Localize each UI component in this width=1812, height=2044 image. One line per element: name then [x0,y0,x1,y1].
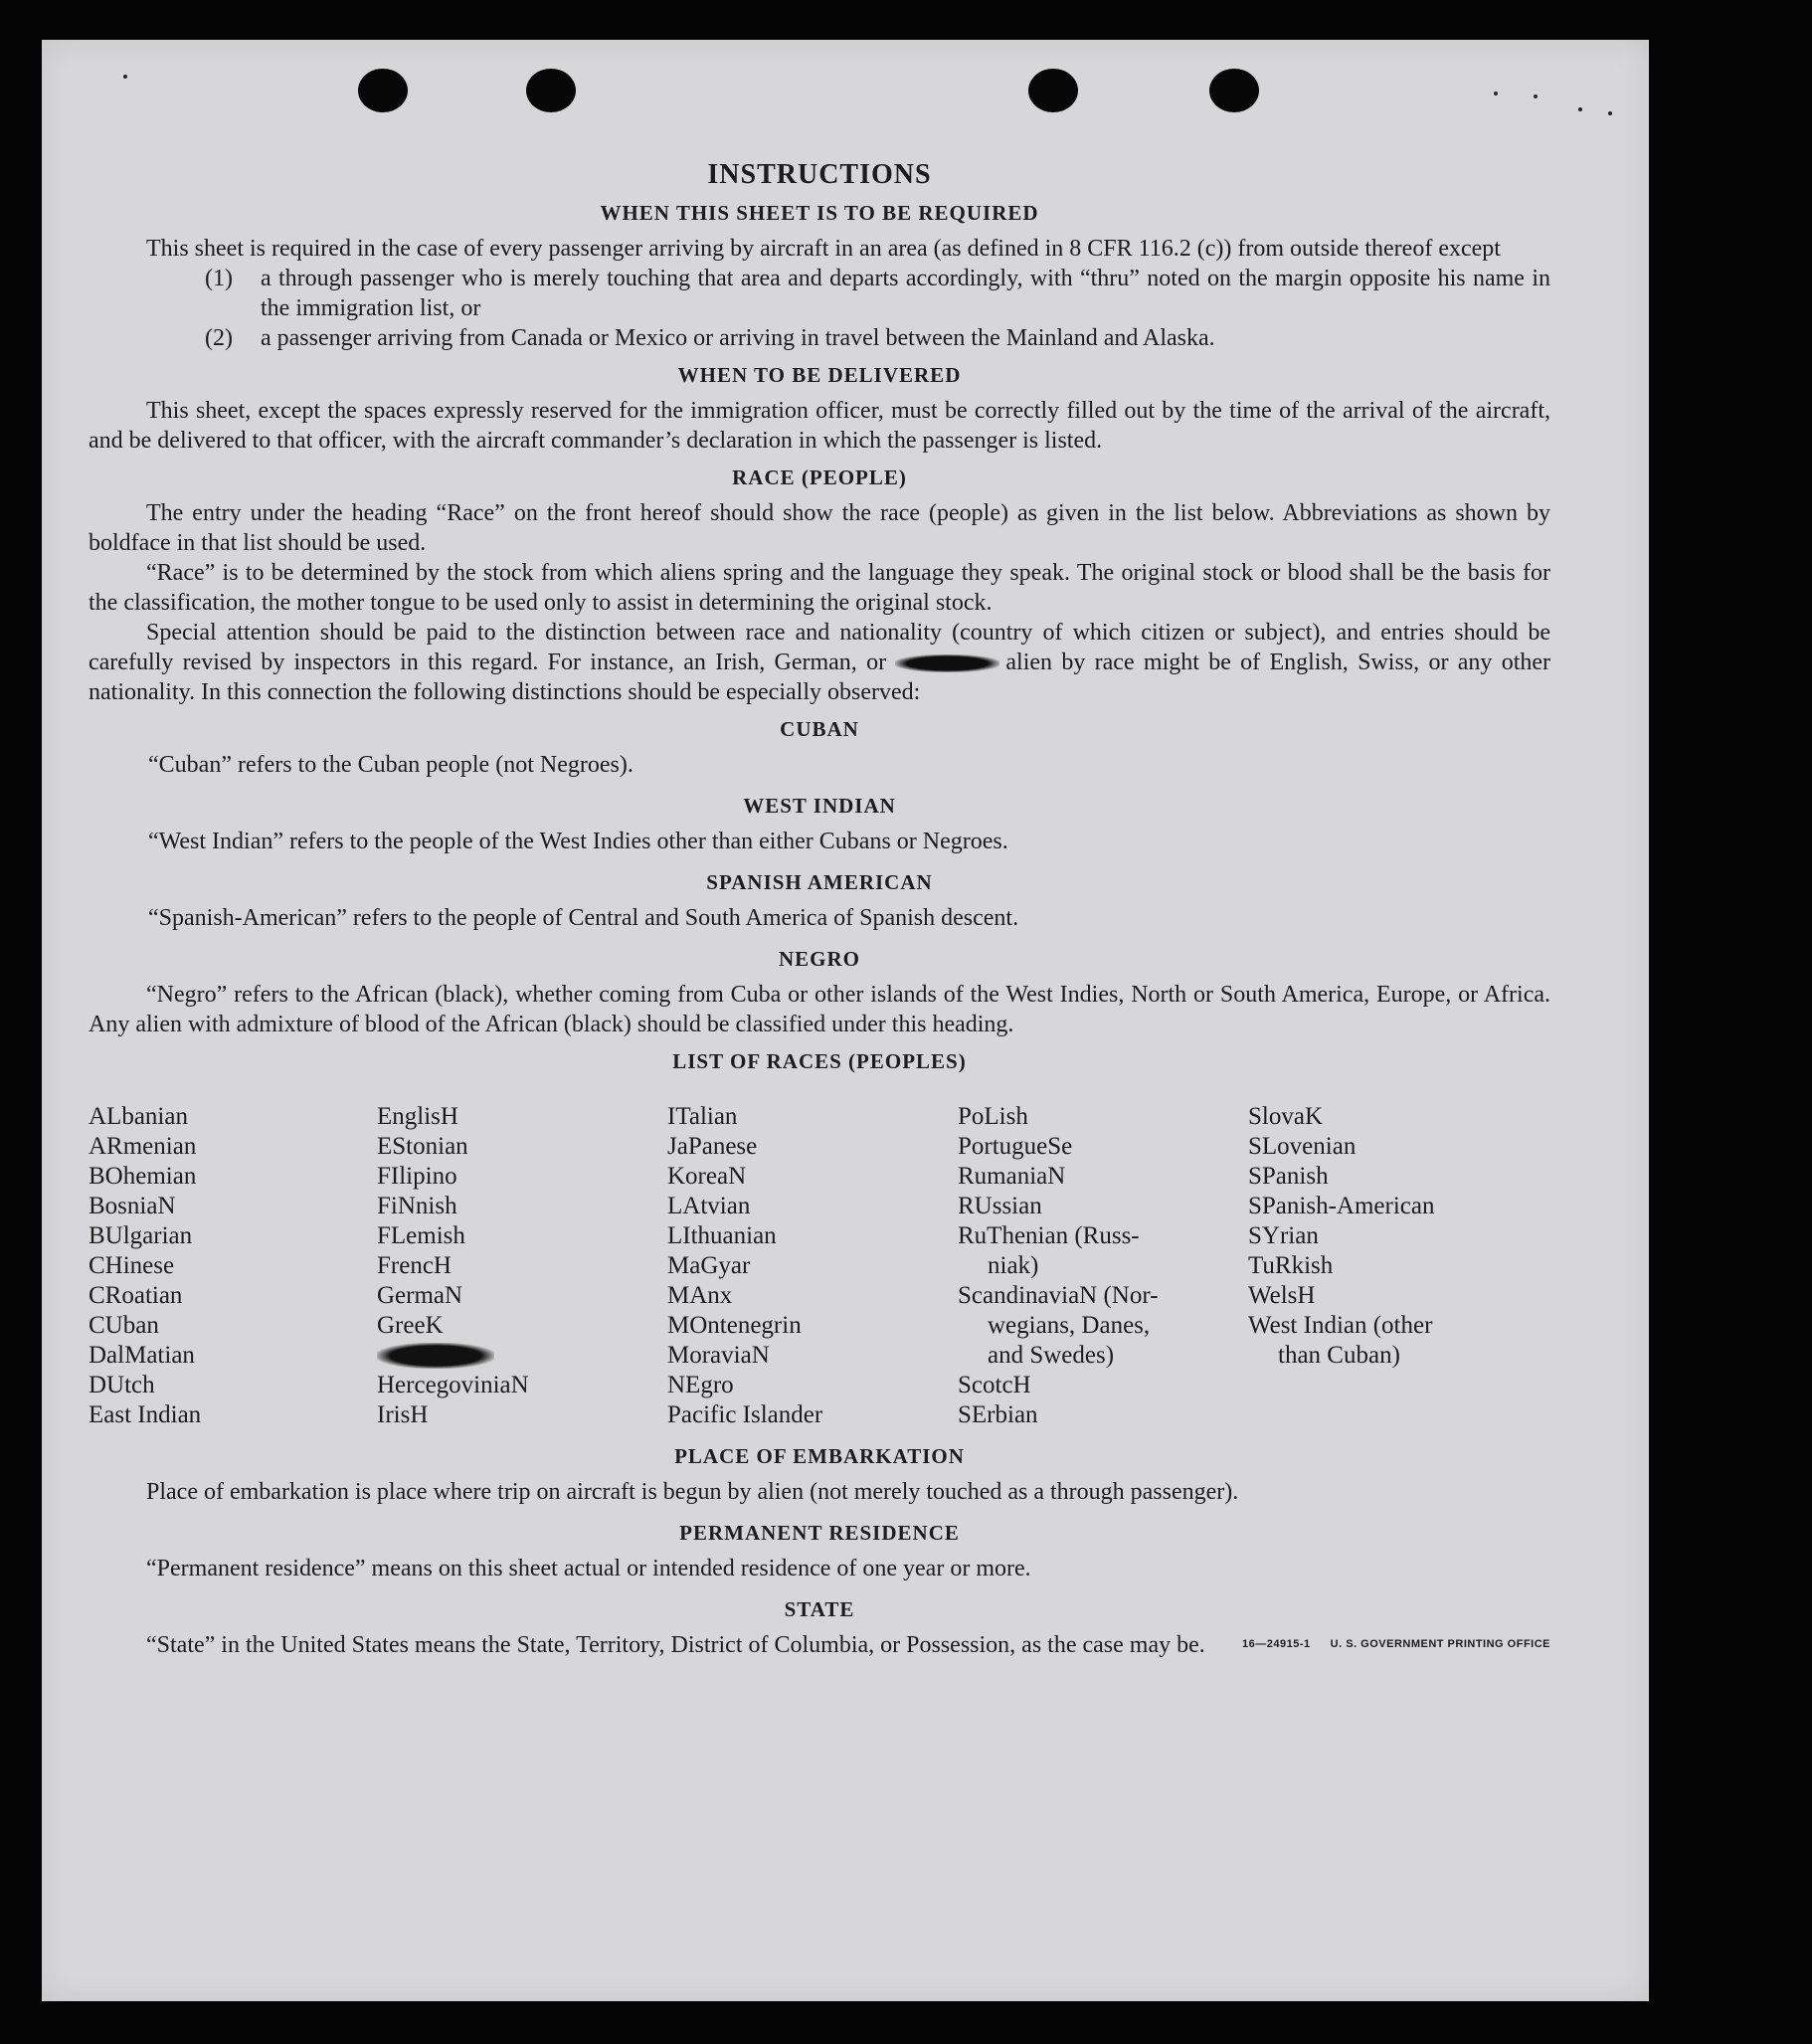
race-item: CHinese [89,1252,175,1279]
race-item: ScotcH [958,1372,1031,1398]
page-title: INSTRUCTIONS [707,159,932,190]
race-item: SPanish-American [1248,1193,1435,1219]
race-item-continuation: and Swedes) [988,1342,1115,1369]
race-column [377,1102,667,1430]
list-item [89,264,1550,323]
section-heading-delivered: WHEN TO BE DELIVERED [677,363,962,387]
punch-hole [358,69,408,112]
race-item: BosniaN [89,1193,176,1219]
race-item: IrisH [377,1401,429,1428]
instructions-content [89,159,1550,1670]
race-item: ARmenian [89,1133,197,1160]
speck [1608,111,1612,115]
redaction-mark [895,654,999,672]
section-heading-race: RACE (PEOPLE) [732,465,907,489]
race-item: MOntenegrin [667,1312,802,1339]
section-heading-required: WHEN THIS SHEET IS TO BE REQUIRED [600,201,1039,225]
race-item: ScandinaviaN (Nor- [958,1282,1159,1309]
race-column [89,1102,377,1430]
race-item: FLemish [377,1222,465,1249]
race-item: BOhemian [89,1163,197,1190]
race-paragraph-3b: alien by race might be of English, Swiss, or any other nationality. In this connection the following distinctions should be especially observed: [89,650,1551,705]
required-intro: This sheet is required in the case of every passenger arriving by aircraft in an area (as defined in 8 CFR 116.2 (c)) from outside thereof except [146,236,1501,262]
race-item: KoreaN [667,1163,747,1190]
race-item: RUssian [958,1193,1042,1219]
delivered-text: This sheet, except the spaces expressly reserved for the immigration officer, must be correctly filled out by the time of the arrival of the aircraft, and be delivered to that officer, with the aircraft commander’s declaration in which the passenger is listed. [89,398,1550,454]
race-item: HercegoviniaN [377,1372,529,1398]
race-paragraph-3 [89,618,1550,707]
printer-credit: U. S. GOVERNMENT PRINTING OFFICE [1330,1638,1550,1650]
list-item [89,323,1550,353]
race-item: SYrian [1248,1222,1319,1249]
race-item: ALbanian [89,1103,188,1130]
cuban-text: “Cuban” refers to the Cuban people (not Negroes). [148,752,634,778]
race-item: MoraviaN [667,1342,770,1369]
race-item: FIlipino [377,1163,457,1190]
item-number: (1) [205,266,233,291]
race-item: East Indian [89,1401,202,1428]
section-heading-embarkation: PLACE OF EMBARKATION [674,1444,965,1468]
race-item-continuation: niak) [988,1252,1039,1279]
race-item: JaPanese [667,1133,758,1160]
section-heading-spanish-american: SPANISH AMERICAN [706,870,933,894]
spanish-american-text: “Spanish-American” refers to the people of Central and South America of Spanish descent. [148,905,1019,931]
race-item: LIthuanian [667,1222,777,1249]
race-item: RumaniaN [958,1163,1066,1190]
residence-text: “Permanent residence” means on this sheet actual or intended residence of one year or more. [146,1556,1031,1581]
race-paragraph-2: “Race” is to be determined by the stock from which aliens spring and the language they speak. The original stock or blood shall be the basis for the classification, the mother tongue to be used only to assist in determining the original stock. [89,560,1550,616]
negro-text: “Negro” refers to the African (black), whether coming from Cuba or other islands of the West Indies, North or South America, Europe, or Africa. Any alien with admixture of blood of the African (black) should be classified under this heading. [89,982,1550,1037]
speck [1494,92,1498,95]
item-number: (2) [205,325,233,351]
embarkation-text: Place of embarkation is place where trip on aircraft is begun by alien (not merely touched as a through passenger). [146,1479,1239,1505]
race-item: PoLish [958,1103,1028,1130]
race-item: TuRkish [1248,1252,1334,1279]
form-code: 16—24915-1 [1242,1638,1311,1650]
race-item: RuThenian (Russ- [958,1222,1140,1249]
race-item: SPanish [1248,1163,1329,1190]
west-indian-text: “West Indian” refers to the people of the West Indies other than either Cubans or Negroes. [148,829,1008,854]
race-item: MAnx [667,1282,733,1309]
race-item-continuation: than Cuban) [1278,1342,1400,1369]
section-heading-residence: PERMANENT RESIDENCE [679,1521,960,1545]
race-item: LAtvian [667,1193,751,1219]
document-sheet [42,40,1649,2001]
punch-hole [526,69,576,112]
race-paragraph-3a: Special attention should be paid to the distinction between race and nationality (country of which citizen or subject), and entries should be carefully revised by inspectors in this regard. For instance, an Irish, German, or [89,620,1550,675]
race-item: GermaN [377,1282,463,1309]
section-heading-state: STATE [784,1597,855,1621]
punch-hole [1209,69,1259,112]
race-item: ITalian [667,1103,738,1130]
race-item: CRoatian [89,1282,183,1309]
section-heading-cuban: CUBAN [780,717,859,741]
speck [123,75,127,79]
race-column [667,1102,958,1430]
race-item: FiNnish [377,1193,457,1219]
race-item: SLovenian [1248,1133,1357,1160]
redacted-race-item [377,1343,494,1369]
speck [1578,107,1582,111]
race-item: NEgro [667,1372,734,1398]
section-heading-negro: NEGRO [778,947,860,971]
race-item: MaGyar [667,1252,751,1279]
race-item: EStonian [377,1133,468,1160]
race-item: West Indian (other [1248,1312,1433,1339]
race-column [1248,1102,1507,1430]
race-item: Pacific Islander [667,1401,823,1428]
race-list [89,1102,1550,1430]
race-item: FrencH [377,1252,452,1279]
race-item: EnglisH [377,1103,458,1130]
state-text: “State” in the United States means the State, Territory, District of Columbia, or Possession, as the case may be. [146,1632,1205,1658]
race-item: SlovaK [1248,1103,1323,1130]
race-column [958,1102,1248,1430]
item-text: a passenger arriving from Canada or Mexico or arriving in travel between the Mainland and Alaska. [261,325,1215,351]
race-item: DUtch [89,1372,155,1398]
race-item: WelsH [1248,1282,1316,1309]
section-heading-races: LIST OF RACES (PEOPLES) [672,1049,967,1073]
race-item: PortugueSe [958,1133,1073,1160]
race-item: BUlgarian [89,1222,193,1249]
race-item: GreeK [377,1312,444,1339]
race-item: CUban [89,1312,159,1339]
race-paragraph-1: The entry under the heading “Race” on the front hereof should show the race (people) as given in the list below. Abbreviations as shown by boldface in that list should be used. [89,500,1550,556]
race-item: SErbian [958,1401,1038,1428]
race-item-continuation: wegians, Danes, [988,1312,1151,1339]
section-heading-west-indian: WEST INDIAN [743,794,896,818]
speck [1534,94,1538,98]
item-text: a through passenger who is merely touching that area and departs accordingly, with “thru” noted on the margin opposite his name in the immigration list, or [261,266,1550,321]
punch-hole [1028,69,1078,112]
race-item: DalMatian [89,1342,195,1369]
